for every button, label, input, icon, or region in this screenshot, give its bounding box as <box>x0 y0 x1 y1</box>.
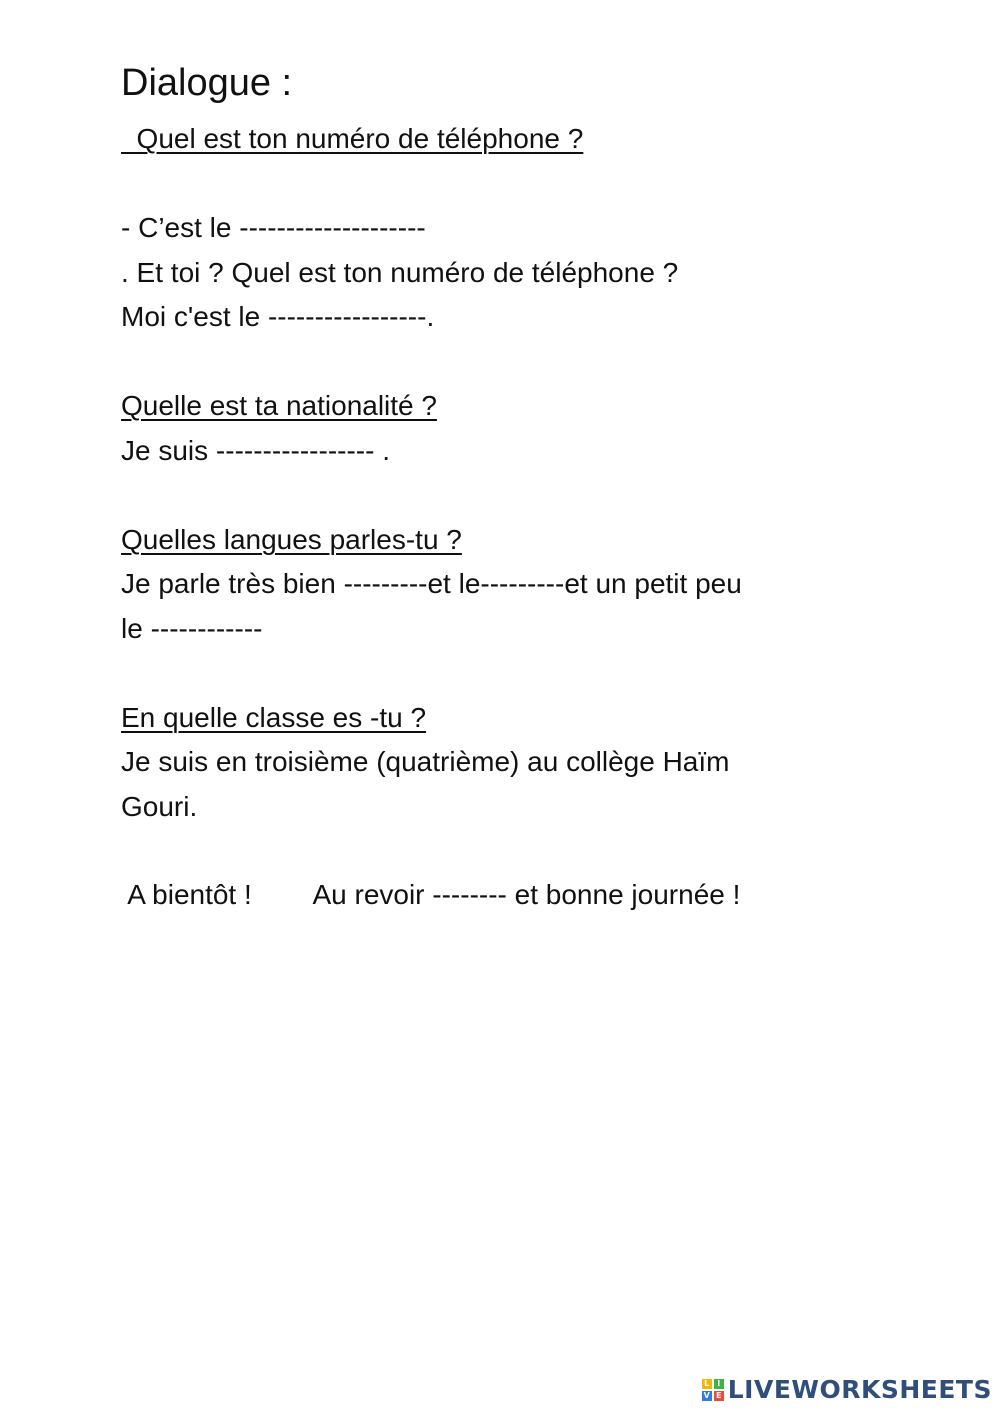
answer-nationality: Je suis ----------------- . <box>121 435 390 466</box>
question-phone-back: . Et toi ? Quel est ton numéro de téléphone ? <box>121 257 679 288</box>
liveworksheets-logo-text: LIVEWORKSHEETS <box>727 1375 992 1404</box>
answer-languages: Je parle très bien ---------et le---------et un petit peu <box>121 568 742 599</box>
logo-tile-e: E <box>714 1391 724 1401</box>
liveworksheets-logo <box>702 1375 992 1404</box>
answer-languages-cont: le ------------ <box>121 613 263 644</box>
answer-phone-back: Moi c'est le -----------------. <box>121 301 435 332</box>
question-nationality: Quelle est ta nationalité ? <box>121 390 437 421</box>
closing-line: A bientôt ! Au revoir -------- et bonne journée ! <box>121 879 741 910</box>
logo-tile-i: I <box>714 1379 724 1389</box>
question-class: En quelle classe es -tu ? <box>121 702 427 733</box>
liveworksheets-logo-icon <box>702 1379 724 1401</box>
answer-class: Je suis en troisième (quatrième) au collège Haïm <box>121 746 730 777</box>
question-phone: Quel est ton numéro de téléphone ? <box>121 123 584 154</box>
question-languages: Quelles langues parles-tu ? <box>121 524 462 555</box>
logo-tile-v: V <box>703 1390 710 1400</box>
page-title: Dialogue : <box>121 62 293 104</box>
answer-phone: - C’est le -------------------- <box>121 212 426 243</box>
answer-class-cont: Gouri. <box>121 791 198 822</box>
logo-tile-l: L <box>702 1379 712 1389</box>
